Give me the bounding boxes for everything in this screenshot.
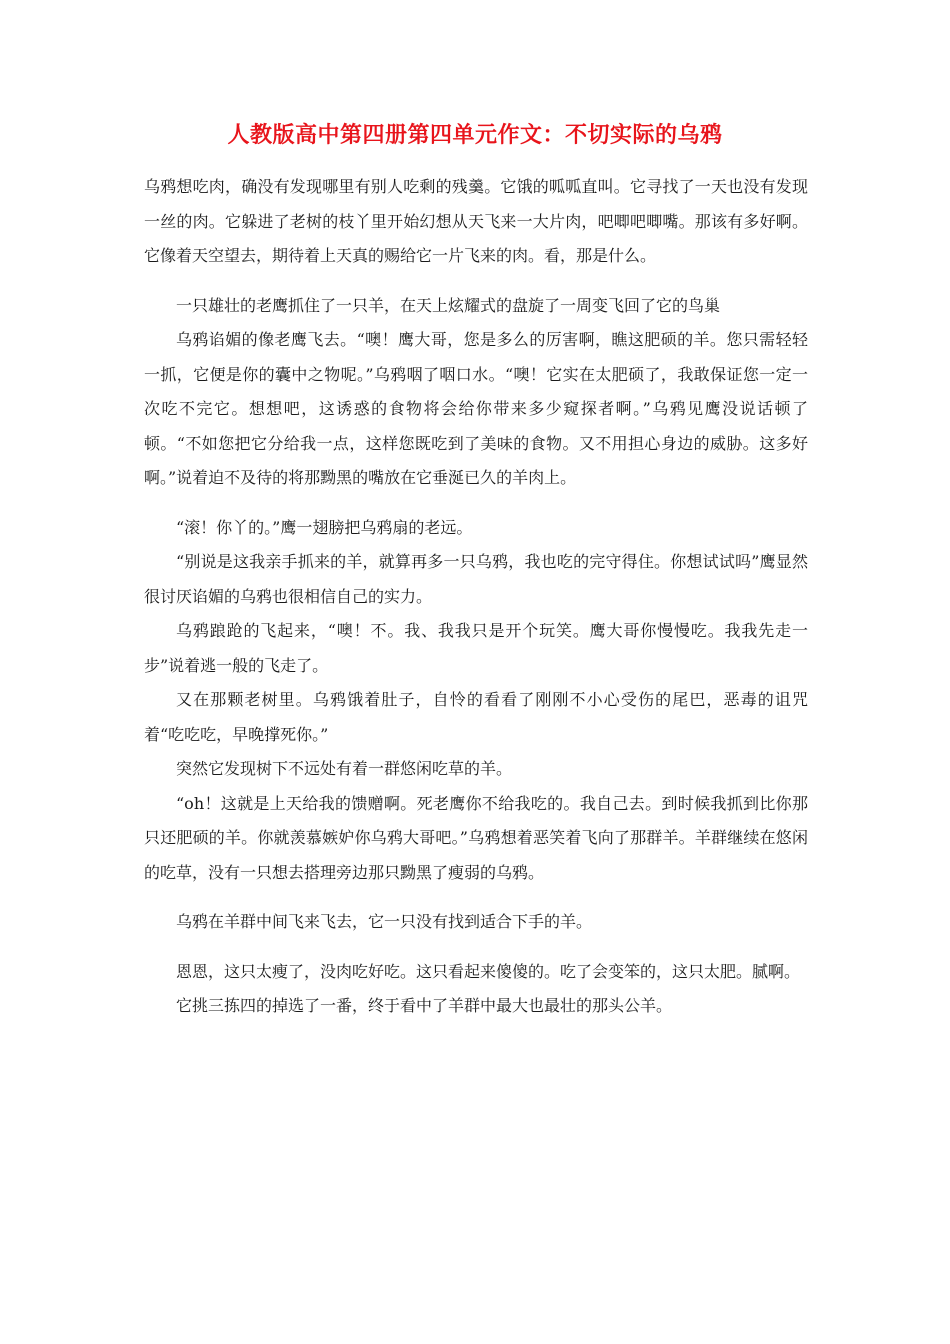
document-title: 人教版高中第四册第四单元作文：不切实际的乌鸦 [227, 123, 723, 148]
paragraph-5: “别说是这我亲手抓来的羊，就算再多一只乌鸦，我也吃的完守得住。你想试试吗”鹰显然很讨厌谄媚的乌鸦也很相信自己的实力。 [144, 552, 808, 606]
paragraph-1: 乌鸦想吃肉，确没有发现哪里有别人吃剩的残羹。它饿的呱呱直叫。它寻找了一天也没有发现一丝的肉。它躲进了老树的枝丫里开始幻想从天飞来一大片肉，吧唧吧唧嘴。那该有多好啊。它像着天空望去，期待着上天真的赐给它一片飞来的肉。看，那是什么。 [144, 177, 808, 265]
paragraph-8: 突然它发现树下不远处有着一群悠闲吃草的羊。 [176, 759, 513, 778]
paragraph-10: 乌鸦在羊群中间飞来飞去，它一只没有找到适合下手的羊。 [176, 912, 593, 931]
paragraph-4: “滚！你丫的。”鹰一翅膀把乌鸦扇的老远。 [176, 517, 473, 537]
paragraph-12: 它挑三拣四的掉选了一番，终于看中了羊群中最大也最壮的那头公羊。 [176, 996, 673, 1015]
paragraph-6: 乌鸦踉跄的飞起来，“噢！不。我、我我只是开个玩笑。鹰大哥你慢慢吃。我我先走一步”说着逃一般的飞走了。 [144, 621, 808, 675]
document-body [144, 170, 808, 1024]
paragraph-11: 恩恩，这只太瘦了，没肉吃好吃。这只看起来傻傻的。吃了会变笨的，这只太肥。腻啊。 [176, 961, 801, 981]
paragraph-9: “oh！这就是上天给我的馈赠啊。死老鹰你不给我吃的。我自己去。到时候我抓到比你那只还肥硕的羊。你就羡慕嫉妒你乌鸦大哥吧。”乌鸦想着恶笑着飞向了那群羊。羊群继续在悠闲的吃草，没有一只想去搭理旁边那只黝黑了瘦弱的乌鸦。 [144, 793, 808, 882]
paragraph-7: 又在那颗老树里。乌鸦饿着肚子，自怜的看看了刚刚不小心受伤的尾巴，恶毒的诅咒着“吃吃吃，早晚撑死你。” [144, 690, 808, 744]
paragraph-3: 乌鸦谄媚的像老鹰飞去。“噢！鹰大哥，您是多么的厉害啊，瞧这肥硕的羊。您只需轻轻一抓，它便是你的囊中之物呢。”乌鸦咽了咽口水。“噢！它实在太肥硕了，我敢保证您一定一次吃不完它。想想吧，这诱惑的食物将会给你带来多少窥探者啊。”乌鸦见鹰没说话顿了顿。“不如您把它分给我一点，这样您既吃到了美味的食物。又不用担心身边的威胁。这多好啊。”说着迫不及待的将那黝黑的嘴放在它垂涎已久的羊肉上。 [144, 330, 808, 487]
paragraph-2: 一只雄壮的老鹰抓住了一只羊，在天上炫耀式的盘旋了一周变飞回了它的鸟巢 [176, 295, 721, 315]
